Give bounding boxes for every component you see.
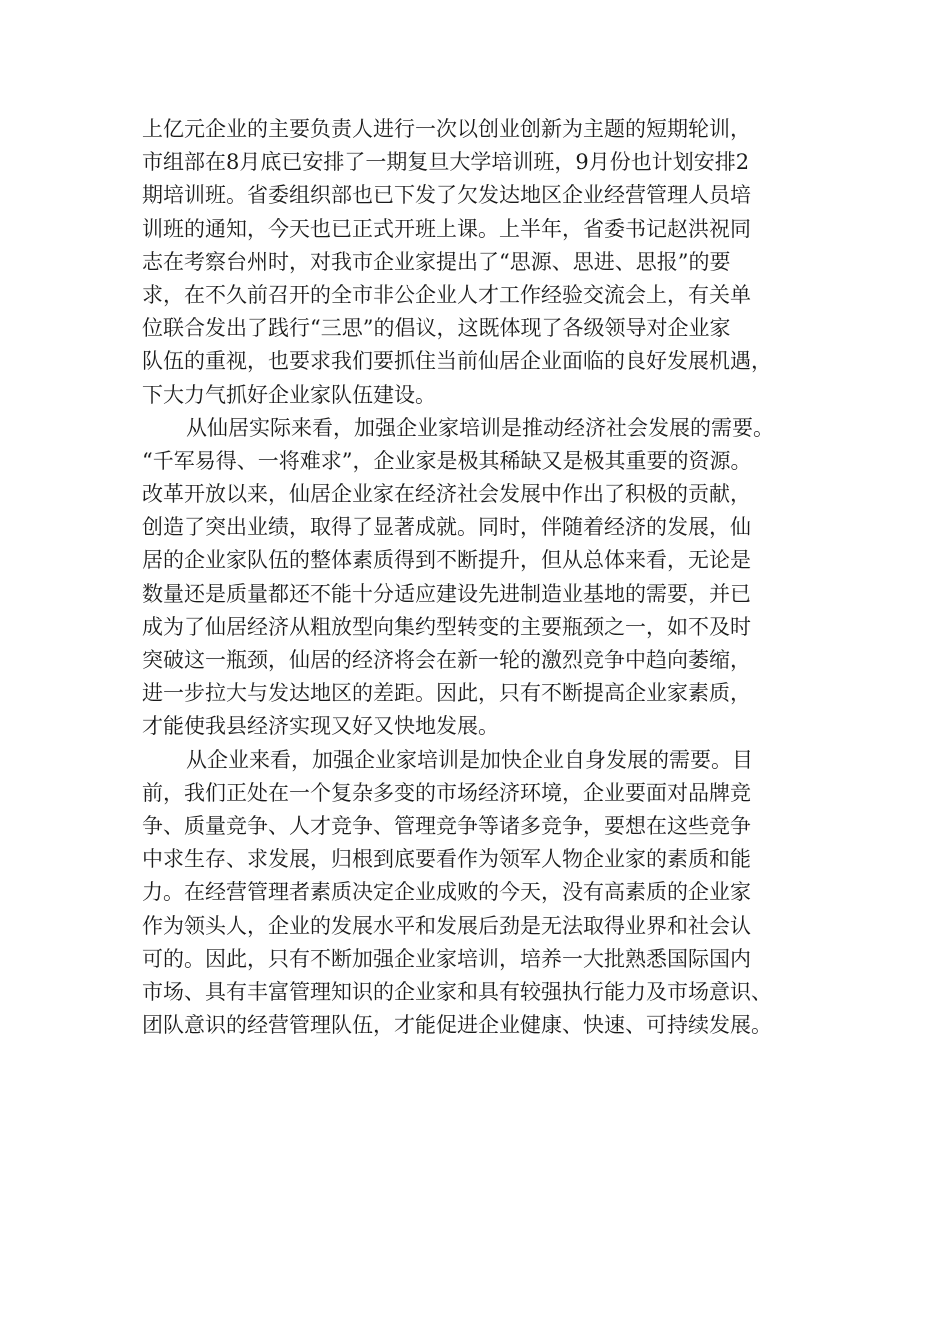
- paragraph-1: [142, 113, 812, 412]
- text-line: 作为领头人，企业的发展水平和发展后劲是无法取得业界和社会认: [142, 913, 751, 938]
- text-line: 进一步拉大与发达地区的差距。因此，只有不断提高企业家素质，: [142, 681, 751, 706]
- text-line: 可的。因此，只有不断加强企业家培训，培养一大批熟悉国际国内: [142, 946, 751, 971]
- text-line: 市场、具有丰富管理知识的企业家和具有较强执行能力及市场意识、: [142, 979, 772, 1004]
- text-line: 争、质量竞争、人才竞争、管理竞争等诸多竞争，要想在这些竞争: [142, 813, 751, 838]
- document-body: [142, 113, 812, 1042]
- text-line: 训班的通知，今天也已正式开班上课。上半年，省委书记赵洪祝同: [142, 216, 751, 241]
- text-line: 志在考察台州时，对我市企业家提出了“思源、思进、思报”的要: [142, 249, 731, 274]
- paragraph-2: [142, 412, 812, 744]
- text-line: 市组部在8月底已安排了一期复旦大学培训班，9月份也计划安排2: [142, 150, 750, 175]
- text-line: 力。在经营管理者素质决定企业成败的今天，没有高素质的企业家: [142, 880, 751, 905]
- text-line-first: 从企业来看，加强企业家培训是加快企业自身发展的需要。目: [186, 747, 753, 772]
- text-line: 下大力气抓好企业家队伍建设。: [142, 382, 436, 407]
- text-line: 前，我们正处在一个复杂多变的市场经济环境，企业要面对品牌竞: [142, 780, 751, 805]
- text-line: 突破这一瓶颈，仙居的经济将会在新一轮的激烈竞争中趋向萎缩，: [142, 648, 751, 672]
- text-line: 上亿元企业的主要负责人进行一次以创业创新为主题的短期轮训，: [142, 117, 751, 141]
- text-line: “千军易得、一将难求”，企业家是极其稀缺又是极其重要的资源。: [142, 448, 752, 473]
- text-line-first: 从仙居实际来看，加强企业家培训是推动经济社会发展的需要。: [186, 415, 774, 440]
- text-line: 中求生存、求发展，归根到底要看作为领军人物企业家的素质和能: [142, 847, 751, 872]
- text-line: 团队意识的经营管理队伍，才能促进企业健康、快速、可持续发展。: [142, 1013, 772, 1038]
- text-line: 数量还是质量都还不能十分适应建设先进制造业基地的需要，并已: [142, 581, 751, 606]
- text-line: 队伍的重视，也要求我们要抓住当前仙居企业面临的良好发展机遇，: [142, 349, 772, 374]
- text-line: 改革开放以来，仙居企业家在经济社会发展中作出了积极的贡献，: [142, 482, 751, 507]
- text-line: 居的企业家队伍的整体素质得到不断提升，但从总体来看，无论是: [142, 548, 751, 573]
- text-line: 位联合发出了践行“三思”的倡议，这既体现了各级领导对企业家: [142, 316, 731, 341]
- text-line: 成为了仙居经济从粗放型向集约型转变的主要瓶颈之一，如不及时: [142, 614, 751, 639]
- paragraph-3: [142, 744, 812, 1043]
- text-line: 期培训班。省委组织部也已下发了欠发达地区企业经营管理人员培: [142, 183, 751, 208]
- text-line: 才能使我县经济实现又好又快地发展。: [142, 714, 499, 739]
- text-line: 创造了突出业绩，取得了显著成就。同时，伴随着经济的发展，仙: [142, 515, 751, 540]
- text-line: 求，在不久前召开的全市非公企业人才工作经验交流会上，有关单: [142, 282, 751, 307]
